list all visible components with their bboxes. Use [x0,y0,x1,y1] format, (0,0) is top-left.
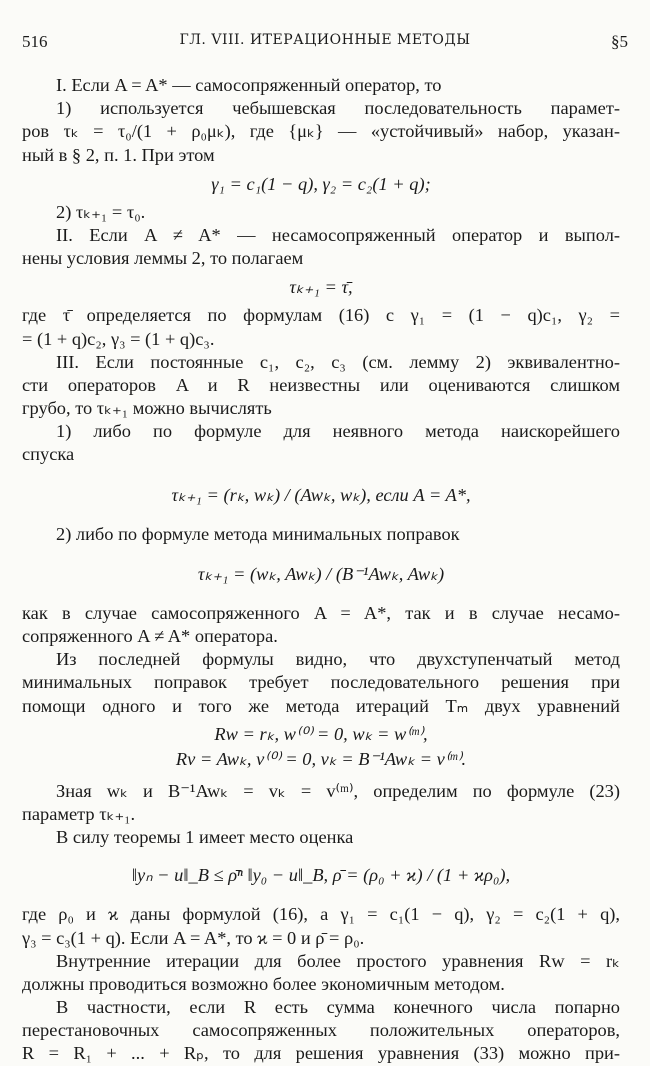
text-line: γ₃ = c₃(1 + q). Если A = A*, то ϰ = 0 и ρ̄ = ρ₀. [22,927,365,948]
formula-minimal-corrections: τₖ₊₁ = (wₖ, Awₖ) / (B⁻¹Awₖ, Awₖ) [197,563,445,584]
text-line: 2) либо по формуле метода минимальных поправок [56,523,460,544]
text-line: 2) τₖ₊₁ = τ₀. [56,201,146,222]
page-header [22,32,628,56]
text-line: ров τₖ = τ₀/(1 + ρ₀μₖ), где {μₖ} — «устойчивый» набор, указан- [22,121,620,142]
text-line: Из последней формулы видно, что двухступенчатый метод [56,649,620,670]
formula-system-line-1: Rw = rₖ, w⁽⁰⁾ = 0, wₖ = w⁽ᵐ⁾, [214,723,428,744]
page-body [22,74,620,1066]
text-line: В частности, если R есть сумма конечного числа попарно [56,997,620,1018]
formula-estimate: ‖yₙ − u‖_B ≤ ρ̄ⁿ ‖y₀ − u‖_B, ρ̄ = (ρ₀ + ϰ) / (1 + ϰρ₀), [131,865,511,886]
text-line: I. Если A = A* — самосопряженный оператор, то [56,75,442,95]
running-head: ГЛ. VIII. ИТЕРАЦИОННЫЕ МЕТОДЫ [179,32,471,48]
text-line: где ρ₀ и ϰ даны формулой (16), а γ₁ = c₁(1 − q), γ₂ = c₂(1 + q), [22,904,620,925]
text-line: параметр τₖ₊₁. [22,803,136,824]
text-line: перестановочных самосопряженных положительных операторов, [22,1020,620,1041]
text-line: минимальных поправок требует последовательного решения при [22,672,620,693]
text-line: грубо, то τₖ₊₁ можно вычислять [22,398,272,419]
formula-system-line-2: Rv = Awₖ, v⁽⁰⁾ = 0, vₖ = B⁻¹Awₖ = v⁽ᵐ⁾. [175,748,467,769]
text-line: 1) либо по формуле для неявного метода наискорейшего [56,421,620,442]
formula-gamma: γ₁ = c₁(1 − q), γ₂ = c₂(1 + q); [211,173,431,194]
text-line: нены условия леммы 2, то полагаем [22,248,304,269]
page-number: 516 [22,32,48,51]
formula-tau-bar: τₖ₊₁ = τ̄, [289,277,353,298]
text-line: как в случае самосопряженного A = A*, так и в случае несамо- [22,602,620,623]
text-line: спуска [22,444,75,465]
text-line: 1) используется чебышевская последовательность парамет- [56,98,620,119]
text-line: III. Если постоянные c₁, c₂, c₃ (см. лемму 2) эквивалентно- [56,351,620,372]
text-line: R = R₁ + ... + Rₚ, то для решения уравнения (33) можно при- [22,1043,620,1064]
text-line: Зная wₖ и B⁻¹Awₖ = vₖ = v⁽ᵐ⁾, определим по формуле (23) [56,780,620,801]
text-line: ный в § 2, п. 1. При этом [22,144,215,165]
text-line: сопряженного A ≠ A* оператора. [22,626,278,646]
text-line: помощи одного и того же метода итераций Tₘ двух уравнений [22,695,620,716]
text-line: Внутренние итерации для более простого уравнения Rw = rₖ [56,950,620,971]
section-mark: §5 [611,32,628,51]
formula-steepest-descent: τₖ₊₁ = (rₖ, wₖ) / (Awₖ, wₖ), если A = A*, [171,484,471,505]
text-line: должны проводиться возможно более экономичным методом. [22,973,505,994]
text-line: сти операторов A и R неизвестны или оцениваются слишком [22,374,620,395]
text-line: II. Если A ≠ A* — несамосопряженный оператор и выпол- [56,224,620,245]
text-line: В силу теоремы 1 имеет место оценка [56,827,354,848]
text-line: где τ̄ определяется по формулам (16) с γ₁ = (1 − q)c₁, γ₂ = [22,305,620,326]
text-line: = (1 + q)c₂, γ₃ = (1 + q)c₃. [22,328,215,349]
